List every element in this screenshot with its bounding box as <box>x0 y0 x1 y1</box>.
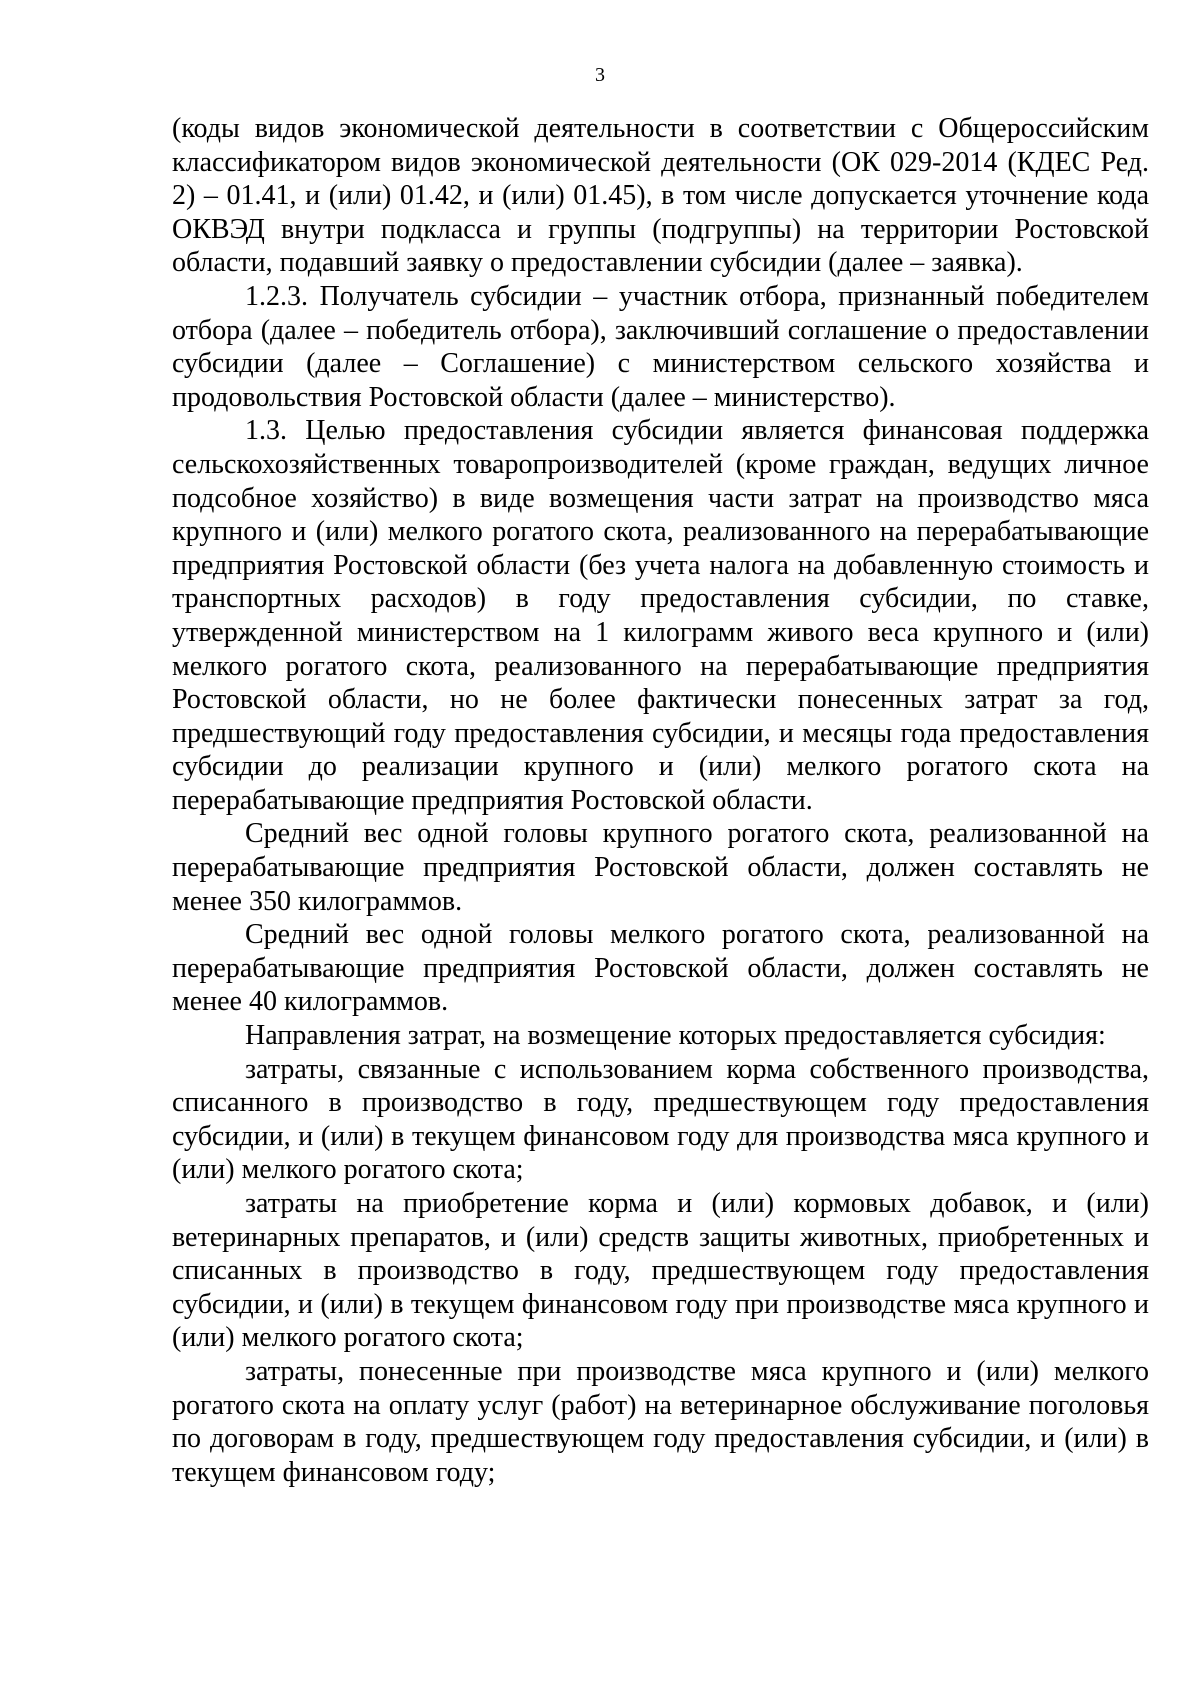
paragraph-cost-directions: Направления затрат, на возмещение которых предоставляется субсидия: <box>245 1020 1106 1052</box>
document-body <box>172 112 1149 1489</box>
paragraph-okved-codes: (коды видов экономической деятельности в соответствии с Общероссийским классификатором видов экономической деятельности (ОК 029-2014 (КДЕС Ред. 2) – 01.41, и (или) 01.42, и (или) 01.45), в том числе допускается уточнение кода ОКВЭД внутри подкласса и группы (подгруппы) на территории Ростовской области, подавший заявку о предоставлении субсидии (далее – заявка). <box>172 113 1149 279</box>
paragraph-cost-own-feed: затраты, связанные с использованием корма собственного производства, списанного в производство в году, предшествующем году предоставления субсидии, и (или) в текущем финансовом году для производства мяса крупного и (или) мелкого рогатого скота; <box>172 1053 1149 1186</box>
paragraph-cost-purchase-feed: затраты на приобретение корма и (или) кормовых добавок, и (или) ветеринарных препаратов, и (или) средств защиты животных, приобретенных и списанных в производство в году, предшествующем году предоставления субсидии, и (или) в текущем финансовом году при производстве мяса крупного и (или) мелкого рогатого скота; <box>172 1188 1149 1354</box>
paragraph-cattle-weight: Средний вес одной головы крупного рогатого скота, реализованной на перерабатывающие предприятия Ростовской области, должен составлять не менее 350 килограммов. <box>172 818 1149 917</box>
paragraph-small-cattle-weight: Средний вес одной головы мелкого рогатого скота, реализованной на перерабатывающие предприятия Ростовской области, должен составлять не менее 40 килограммов. <box>172 919 1149 1018</box>
page-number: 3 <box>595 64 605 86</box>
paragraph-1-2-3: 1.2.3. Получатель субсидии – участник отбора, признанный победителем отбора (далее – победитель отбора), заключивший соглашение о предоставлении субсидии (далее – Соглашение) с министерством сельского хозяйства и продовольствия Ростовской области (далее – министерство). <box>172 280 1149 413</box>
paragraph-1-3: 1.3. Целью предоставления субсидии является финансовая поддержка сельскохозяйственных товаропроизводителей (кроме граждан, ведущих личное подсобное хозяйство) в виде возмещения части затрат на производство мяса крупного и (или) мелкого рогатого скота, реализованного на перерабатывающие предприятия Ростовской области (без учета налога на добавленную стоимость и транспортных расходов) в году предоставления субсидии, по ставке, утвержденной министерством на 1 килограмм живого веса крупного и (или) мелкого рогатого скота, реализованного на перерабатывающие предприятия Ростовской области, но не более фактически понесенных затрат за год, предшествующий году предоставления субсидии, и месяцы года предоставления субсидии до реализации крупного и (или) мелкого рогатого скота на перерабатывающие предприятия Ростовской области. <box>172 415 1149 816</box>
paragraph-cost-veterinary: затраты, понесенные при производстве мяса крупного и (или) мелкого рогатого скота на оплату услуг (работ) на ветеринарное обслуживание поголовья по договорам в году, предшествующем году предоставления субсидии, и (или) в текущем финансовом году; <box>172 1355 1149 1488</box>
